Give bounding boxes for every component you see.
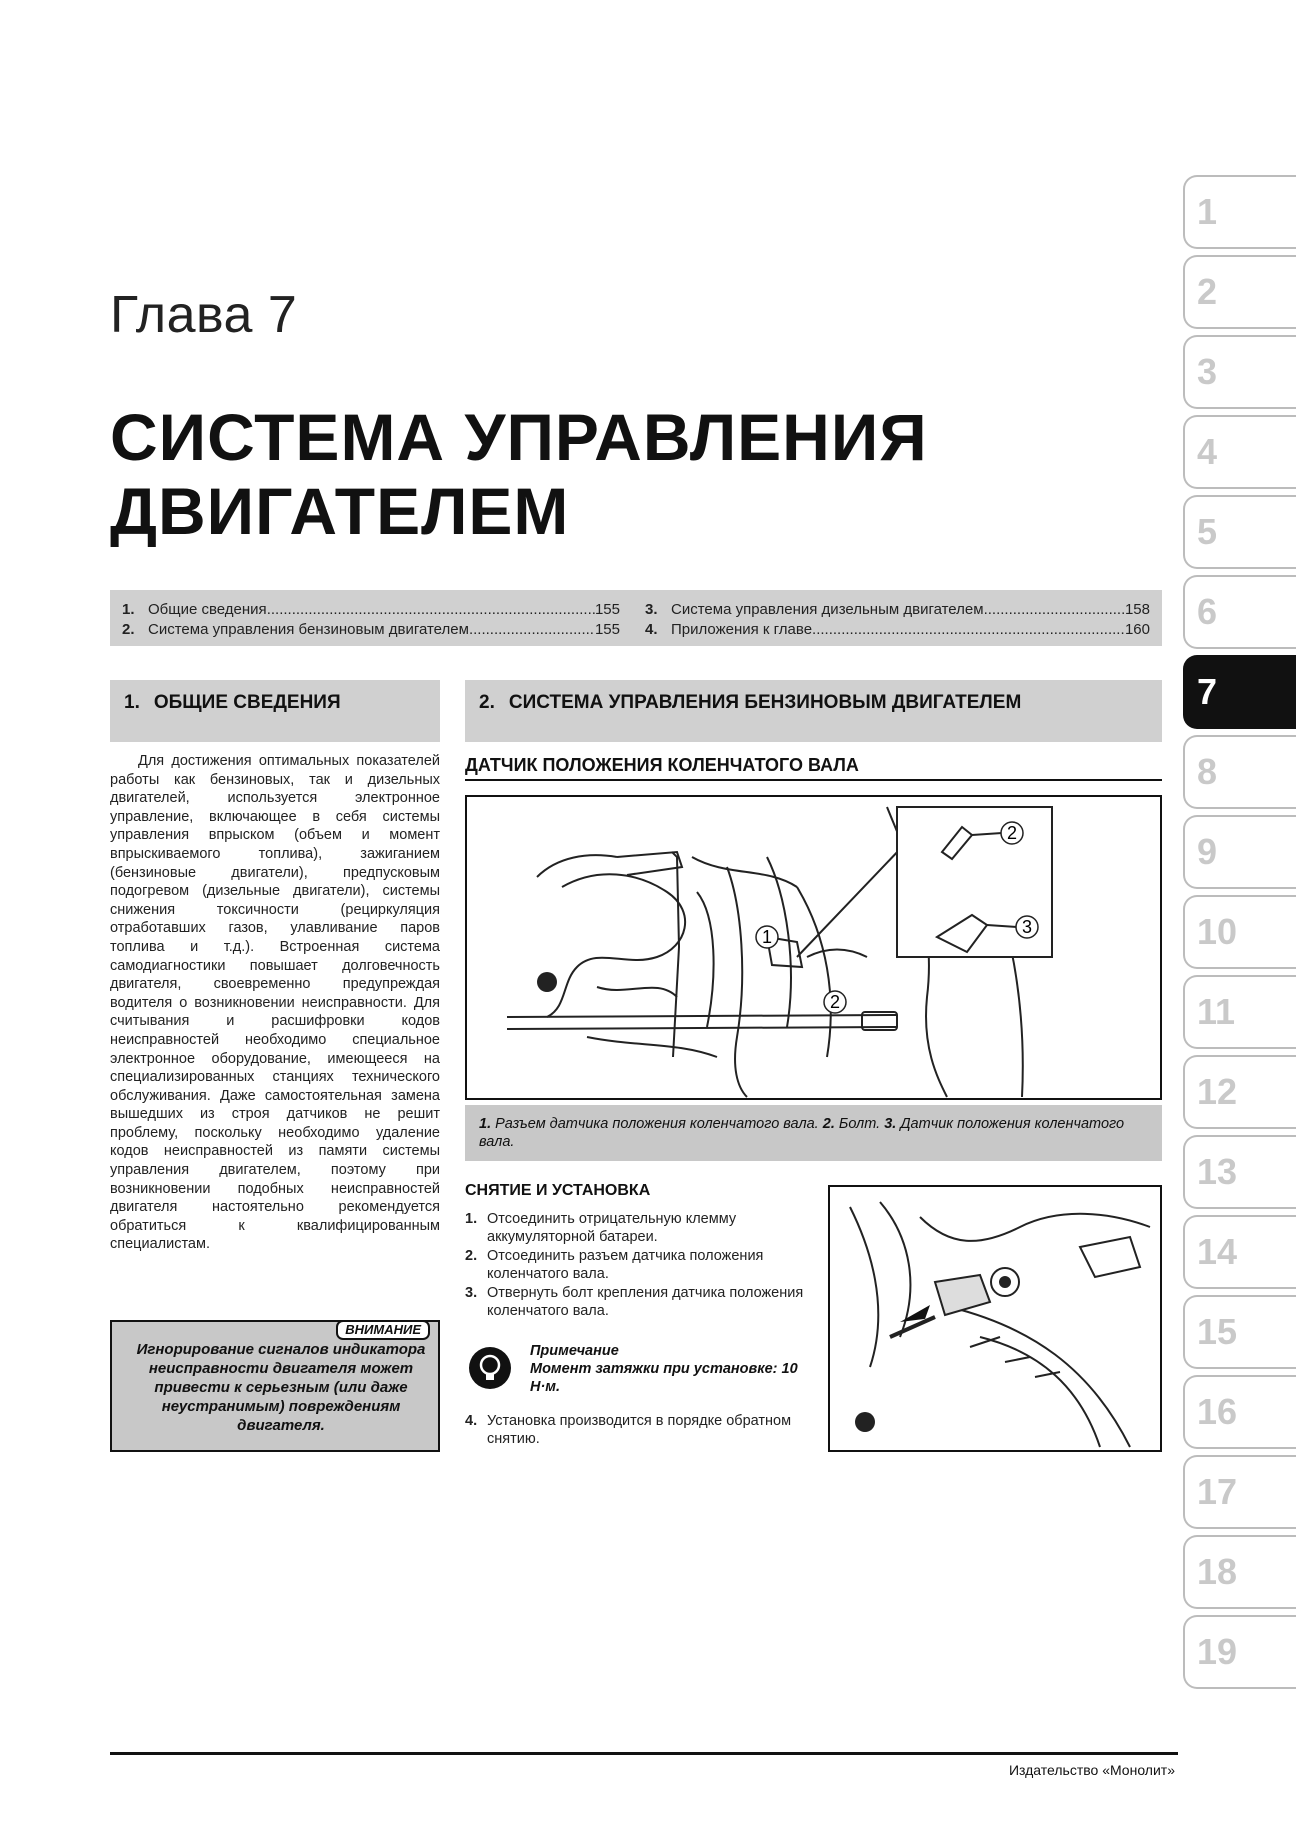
- toc-item[interactable]: 3. Система управления дизельным двигателем ..... 158: [645, 600, 1150, 620]
- chapter-tab[interactable]: 10: [1183, 895, 1296, 969]
- logo-mark-icon: [537, 972, 557, 992]
- figure-caption: 1. Разъем датчика положения коленчатого вала. 2. Болт. 3. Датчик положения коленчатого вала.: [465, 1105, 1162, 1161]
- chapter-title-line-1: СИСТЕМА УПРАВЛЕНИЯ: [110, 400, 928, 474]
- subheading-crankshaft-sensor: ДАТЧИК ПОЛОЖЕНИЯ КОЛЕНЧАТОГО ВАЛА: [465, 755, 859, 775]
- chapter-tab[interactable]: 11: [1183, 975, 1296, 1049]
- chapter-tab[interactable]: 18: [1183, 1535, 1296, 1609]
- chapter-tab[interactable]: 19: [1183, 1615, 1296, 1689]
- sensor-location-figure: [828, 1185, 1162, 1452]
- logo-mark-icon: [855, 1412, 875, 1432]
- toc-item[interactable]: 4. Приложения к главе ..... 160: [645, 620, 1150, 640]
- removal-steps: [465, 1210, 805, 1321]
- warning-badge: ВНИМАНИЕ: [336, 1320, 430, 1340]
- chapter-contents: [110, 590, 1162, 646]
- list-item: 1. Отсоединить отрицательную клемму аккумуляторной батареи.: [465, 1211, 737, 1245]
- chapter-tab[interactable]: 1: [1183, 175, 1296, 249]
- crankshaft-sensor-figure: [465, 795, 1162, 1100]
- installation-step: [465, 1412, 805, 1449]
- callout-1: 1: [761, 927, 773, 947]
- callout-2: 2: [829, 992, 841, 1012]
- section-2-heading: 2. СИСТЕМА УПРАВЛЕНИЯ БЕНЗИНОВЫМ ДВИГАТЕЛЕМ: [465, 680, 1162, 742]
- chapter-title-line-2: ДВИГАТЕЛЕМ: [110, 474, 570, 548]
- chapter-tab[interactable]: 8: [1183, 735, 1296, 809]
- chapter-tab[interactable]: 3: [1183, 335, 1296, 409]
- warning-box: [110, 1320, 440, 1452]
- toc-item[interactable]: 1. Общие сведения ..... 155: [122, 600, 620, 620]
- chapter-tab[interactable]: 13: [1183, 1135, 1296, 1209]
- note: [530, 1342, 810, 1396]
- chapter-title: [110, 400, 928, 548]
- warning-text: Игнорирование сигналов индикатора неисправности двигателя может привести к серьезным (или даже неустранимым) повреждениям двигателя.: [136, 1341, 426, 1434]
- footer-divider: [110, 1752, 1178, 1755]
- list-item: 2. Отсоединить разъем датчика положения коленчатого вала.: [465, 1248, 764, 1282]
- chapter-tab[interactable]: 6: [1183, 575, 1296, 649]
- list-item: 4. Установка производится в порядке обратном снятию.: [465, 1413, 792, 1447]
- note-body: Момент затяжки при установке: 10 Н·м.: [530, 1361, 798, 1395]
- removal-heading: СНЯТИЕ И УСТАНОВКА: [465, 1182, 651, 1199]
- chapter-tab[interactable]: 17: [1183, 1455, 1296, 1529]
- chapter-tab[interactable]: 2: [1183, 255, 1296, 329]
- chapter-tab-active[interactable]: 7: [1183, 655, 1296, 729]
- chapter-tab[interactable]: 16: [1183, 1375, 1296, 1449]
- callout-2-inset: 2: [1006, 823, 1018, 843]
- chapter-label: Глава 7: [110, 286, 298, 344]
- publisher-footer: Издательство «Монолит»: [1008, 1762, 1175, 1778]
- lightbulb-icon: [468, 1346, 512, 1390]
- divider: [465, 779, 1162, 781]
- chapter-tab[interactable]: 4: [1183, 415, 1296, 489]
- chapter-tab[interactable]: 14: [1183, 1215, 1296, 1289]
- chapter-tab[interactable]: 5: [1183, 495, 1296, 569]
- section-1-body: Для достижения оптимальных показателей работы как бензиновых, так и дизельных двигателей, используется электронное управление, включающее в себя системы управления впрыском (объем и момент впрыскиваемого топлива), зажиганием (бензиновые двигатели), предпусковым подогревом (дизельные двигатели), системы снижения токсичности (рециркуляция отработавших газов, улавливание паров топлива и т.д.). Встроенная система самодиагностики повышает долговечность двигателя, своевременно предупреждая водителя о возникновении неисправности. Для считывания и расшифровки кодов неисправностей необходимо специальное электронное оборудование, имеющееся на специализированных станциях технического обслуживания. Даже самостоятельная замена вышедших из строя датчиков не решит проблему, поскольку необходимо удаление кодов неисправностей из памяти системы управления двигателем, поэтому при возникновении подобных неисправностей двигателя настоятельно рекомендуется обратиться к квалифицированным специалистам.: [110, 753, 440, 1253]
- toc-item[interactable]: 2. Система управления бензиновым двигателем ..... 155: [122, 620, 620, 640]
- list-item: 3. Отвернуть болт крепления датчика положения коленчатого вала.: [465, 1285, 804, 1319]
- engine-drawing: [467, 797, 1160, 1098]
- section-1-heading: 1. ОБЩИЕ СВЕДЕНИЯ: [110, 680, 440, 742]
- sensor-location-drawing: [830, 1187, 1160, 1450]
- callout-3-inset: 3: [1021, 917, 1033, 937]
- chapter-tab[interactable]: 9: [1183, 815, 1296, 889]
- chapter-tab[interactable]: 12: [1183, 1055, 1296, 1129]
- note-title: Примечание: [530, 1343, 619, 1359]
- chapter-tab[interactable]: 15: [1183, 1295, 1296, 1369]
